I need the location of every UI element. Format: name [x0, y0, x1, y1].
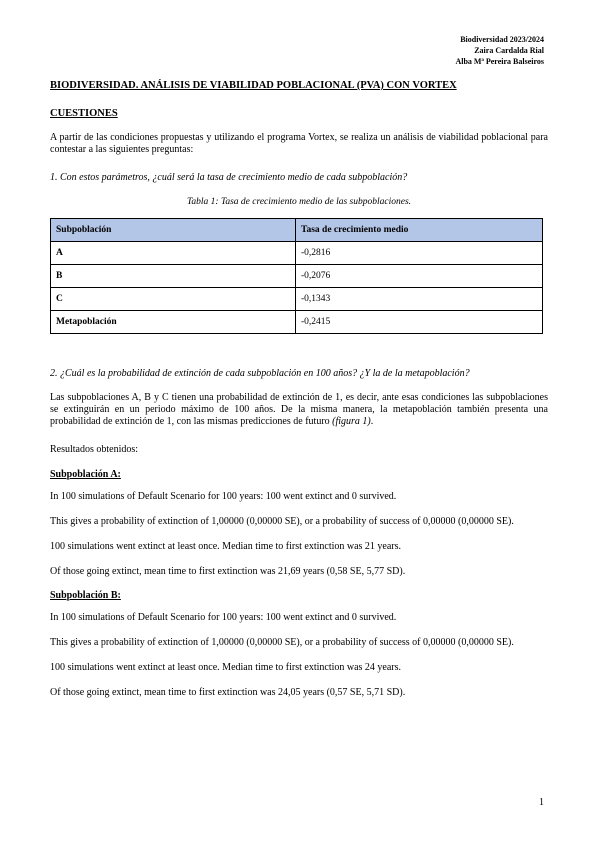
- table-header-cell: Subpoblación: [51, 219, 296, 242]
- table-row: [51, 311, 543, 334]
- answer-2-text: Las subpoblaciones A, B y C tienen una probabilidad de extinción de 1, es decir, ante esas condiciones las subpoblaciones se extinguirán en un periodo máximo de 100 años. De la misma manera, la metapoblación también presenta una probabilidad de extinción de 1, con las mismas predicciones de futuro: [50, 392, 548, 427]
- table-cell-subpopulation: C: [51, 288, 296, 311]
- page-number: 1: [539, 797, 544, 808]
- table-cell-subpopulation: A: [51, 242, 296, 265]
- results-label: Resultados obtenidos:: [50, 444, 139, 455]
- answer-2-end: .: [370, 416, 374, 427]
- table-cell-rate: -0,1343: [296, 288, 543, 311]
- document-title: BIODIVERSIDAD. ANÁLISIS DE VIABILIDAD POBLACIONAL (PVA) CON VORTEX: [50, 80, 457, 91]
- subpopulation-a-heading: Subpoblación A:: [50, 469, 121, 480]
- table-cell-rate: -0,2415: [296, 311, 543, 334]
- subpopulation-a-line: In 100 simulations of Default Scenario for 100 years: 100 went extinct and 0 survived.: [50, 491, 397, 502]
- table-cell-subpopulation: B: [51, 265, 296, 288]
- document-body: [50, 80, 548, 712]
- answer-2-paragraph: [50, 392, 548, 428]
- growth-rate-table: [50, 218, 543, 334]
- subpopulation-a-line: 100 simulations went extinct at least once. Median time to first extinction was 21 years.: [50, 541, 402, 552]
- subpopulation-b-line: In 100 simulations of Default Scenario for 100 years: 100 went extinct and 0 survived.: [50, 612, 397, 623]
- table-header-cell: Tasa de crecimiento medio: [296, 219, 543, 242]
- table-caption: Tabla 1: Tasa de crecimiento medio de las subpoblaciones.: [186, 197, 412, 207]
- subpopulation-a-line: Of those going extinct, mean time to first extinction was 21,69 years (0,58 SE, 5,77 SD).: [50, 566, 406, 577]
- figure-reference: (figura 1): [332, 416, 371, 427]
- intro-paragraph: A partir de las condiciones propuestas y utilizando el programa Vortex, se realiza un análisis de viabilidad poblacional para contestar a las siguientes preguntas:: [50, 132, 548, 155]
- page-header: [455, 34, 544, 67]
- subpopulation-b-line: Of those going extinct, mean time to first extinction was 24,05 years (0,57 SE, 5,71 SD).: [50, 687, 406, 698]
- table-header-row: [51, 219, 543, 242]
- table-row: [51, 265, 543, 288]
- table-row: [51, 288, 543, 311]
- question-2: 2. ¿Cuál es la probabilidad de extinción de cada subpoblación en 100 años? ¿Y la de la metapoblación?: [50, 368, 470, 379]
- header-author-2: Alba Mª Pereira Balseiros: [455, 57, 544, 66]
- subpopulation-b-heading: Subpoblación B:: [50, 590, 121, 601]
- table-row: [51, 242, 543, 265]
- table-cell-rate: -0,2816: [296, 242, 543, 265]
- subpopulation-b-line: 100 simulations went extinct at least once. Median time to first extinction was 24 years.: [50, 662, 402, 673]
- subpopulation-b-line: This gives a probability of extinction of 1,00000 (0,00000 SE), or a probability of success of 0,00000 (0,00000 SE).: [50, 637, 514, 648]
- header-course: Biodiversidad 2023/2024: [460, 35, 544, 44]
- table-cell-subpopulation: Metapoblación: [51, 311, 296, 334]
- question-1: 1. Con estos parámetros, ¿cuál será la tasa de crecimiento medio de cada subpoblación?: [50, 172, 408, 183]
- subpopulation-a-line: This gives a probability of extinction of 1,00000 (0,00000 SE), or a probability of success of 0,00000 (0,00000 SE).: [50, 516, 514, 527]
- section-heading: CUESTIONES: [50, 108, 118, 119]
- header-author-1: Zaira Cardalda Rial: [474, 46, 544, 55]
- table-cell-rate: -0,2076: [296, 265, 543, 288]
